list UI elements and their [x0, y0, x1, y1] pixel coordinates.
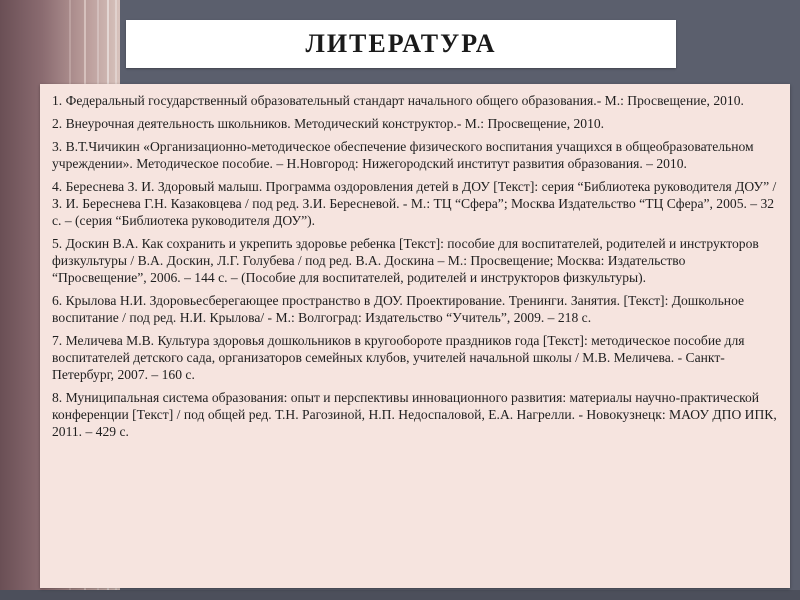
reference-item: 8. Муниципальная система образования: опыт и перспективы инновационного развития: материалы научно-практической конференции [Текст] / под общей ред. Т.Н. Рагозиной, Н.П. Недоспаловой, Е.А. Нагрелли. - Новокузнецк: МАОУ ДПО ИПК, 2011. – 429 с. — [52, 390, 777, 439]
bottom-bar — [0, 590, 800, 600]
reference-item: 1. Федеральный государственный образовательный стандарт начального общего образования.- М.: Просвещение, 2010. — [52, 93, 744, 108]
slide-title: ЛИТЕРАТУРА — [305, 29, 497, 58]
title-box — [126, 20, 676, 68]
reference-item: 3. В.Т.Чичикин «Организационно-методическое обеспечение физического воспитания учащихся в общеобразовательном учреждении». Методическое пособие. – Н.Новгород: Нижегородский институт развития образования. – 2010. — [52, 139, 754, 171]
reference-item: 4. Береснева З. И. Здоровый малыш. Программа оздоровления детей в ДОУ [Текст]: серия “Библиотека руководителя ДОУ” /З. И. Береснева Г.Н. Казаковцева / под ред. З.И. Бересневой. - М.: ТЦ “Сфера”; Москва Издательство “ТЦ Сфера”, 2005. – 32 с. – (серия “Библиотека руководителя ДОУ”). — [52, 179, 777, 228]
reference-item: 7. Меличева М.В. Культура здоровья дошкольников в кругообороте праздников года [Текст]: методическое пособие для воспитателей детского сада, организаторов семейных клубов, учителей начальной школы / М.В. Меличева. - Санкт-Петербург, 2007. – 160 с. — [52, 333, 745, 382]
reference-item: 2. Внеурочная деятельность школьников. Методический конструктор.- М.: Просвещение, 2010. — [52, 116, 605, 131]
references-box — [40, 84, 790, 588]
reference-item: 6. Крылова Н.И. Здоровьесберегающее пространство в ДОУ. Проектирование. Тренинги. Занятия. [Текст]: Дошкольное воспитание / под ред. Н.И. Крылова/ - М.: Волгоград: Издательство “Учитель”, 2009. – 218 с. — [52, 293, 745, 325]
reference-item: 5. Доскин В.А. Как сохранить и укрепить здоровье ребенка [Текст]: пособие для воспитателей, родителей и инструкторов физкультуры / В.А. Доскин, Л.Г. Голубева / под ред. В.А. Доскина – М.: Просвещение; Москва: Издательство “Просвещение”, 2006. – 144 с. – (Пособие для воспитателей, родителей и инструкторов физкультуры). — [52, 236, 759, 285]
